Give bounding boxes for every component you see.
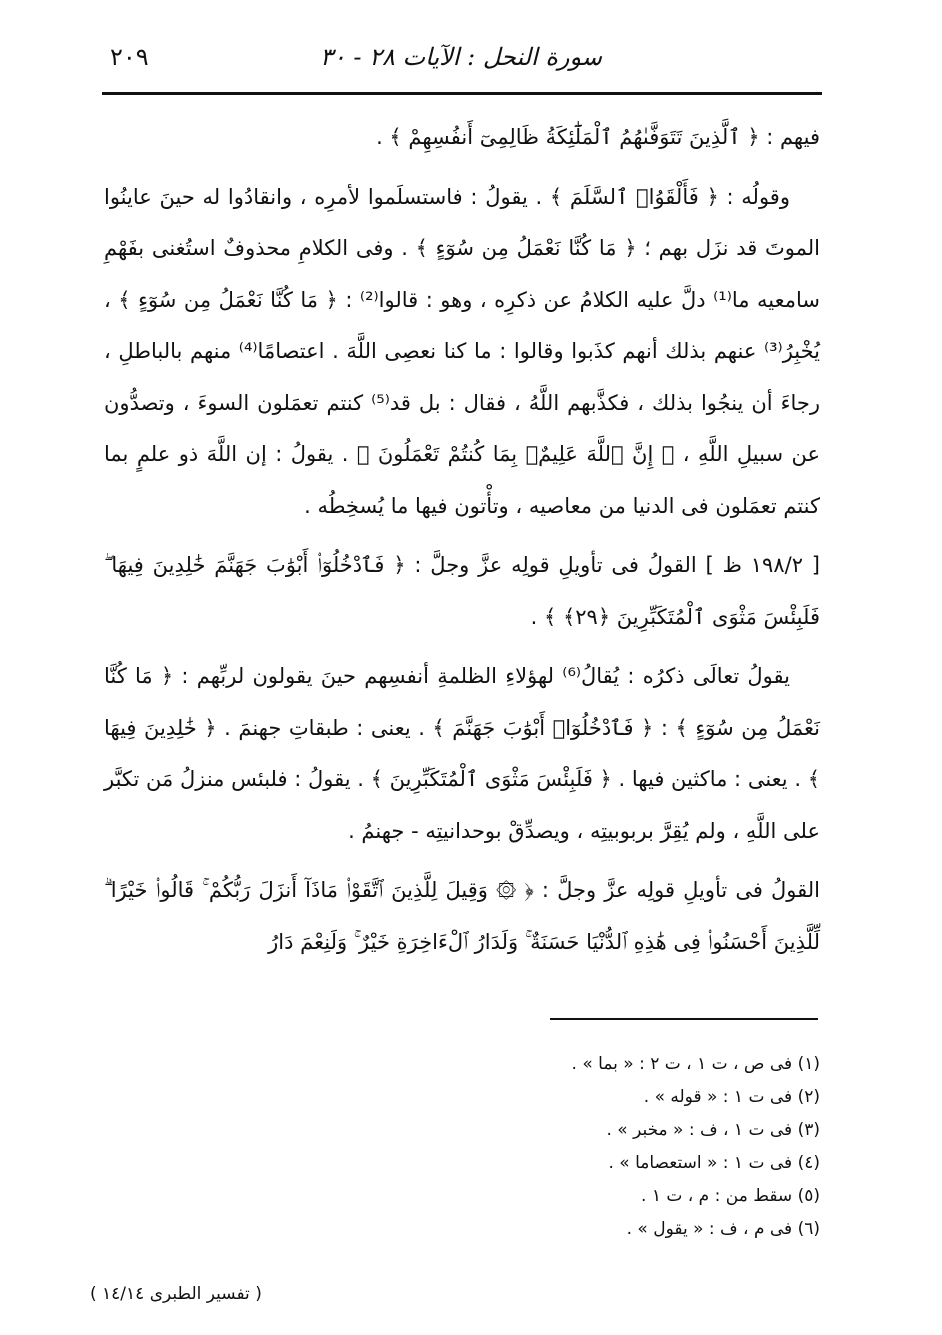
footnote: (٢) فى ت ١ : « قوله » .: [643, 1087, 820, 1107]
footnote: (٣) فى ت ١ ، ف : « مخبر » .: [606, 1120, 820, 1140]
section-heading-paragraph: [ ١٩٨/٢ ظ ] القولُ فى تأويلِ قولِه عزَّ وجلَّ : ﴿ فَٱدْخُلُوٓا۟ أَبْوَٰبَ جَهَنَّمَ خَٰلِدِينَ فِيهَا ۖ فَلَبِئْسَ مَثْوَى ٱلْمُتَكَبِّرِينَ ﴿٢٩﴾ ﴾ .: [104, 553, 820, 629]
footnote: (١) فى ص ، ت ١ ، ت ٢ : « بما » .: [571, 1054, 820, 1074]
main-text: [104, 112, 820, 968]
section-heading-paragraph: القولُ فى تأويلِ قولِه عزَّ وجلَّ : ﴿ ۞ وَقِيلَ لِلَّذِينَ ٱتَّقَوْا۟ مَاذَآ أَنزَلَ رَبُّكُمْ ۚ قَالُوا۟ خَيْرًا ۗ لِّلَّذِينَ أَحْسَنُوا۟ فِى هَٰذِهِ ٱلدُّنْيَا حَسَنَةٌ ۚ وَلَدَارُ ٱلْءَاخِرَةِ خَيْرٌ ۚ وَلَنِعْمَ دَارُ: [104, 878, 820, 954]
footnote: (٤) فى ت ١ : « استعصاما » .: [608, 1153, 820, 1173]
footnote: (٦) فى م ، ف : « يقول » .: [626, 1219, 820, 1239]
page-header: [100, 40, 822, 80]
page-number: ٢٠٩: [110, 43, 149, 71]
footnote-rule: [550, 1018, 818, 1020]
paragraph: وقولُه : ﴿ فَأَلْقَوُا۟ ٱلسَّلَمَ ﴾ . يقولُ : فاستسلَموا لأمرِه ، وانقادُوا له حينَ عاينُوا الموتَ قد نزَل بهم ؛ ﴿ مَا كُنَّا نَعْمَلُ مِن سُوٓءٍ ﴾ . وفى الكلامِ محذوفٌ استُغنى بفَهْمِ سامعيه ما⁽¹⁾ دلَّ عليه الكلامُ عن ذكرِه ، وهو : قالوا⁽²⁾ : ﴿ مَا كُنَّا نَعْمَلُ مِن سُوٓءٍ ﴾ ، يُخْبِرُ⁽³⁾ عنهم بذلك أنهم كذَبوا وقالوا : ما كنا نعصِى اللَّهَ . اعتصامًا⁽⁴⁾ منهم بالباطلِ ، رجاءَ أن ينجُوا بذلك ، فكذَّبهم اللَّهُ ، فقال : بل قد⁽⁵⁾ كنتم تعمَلون السوءَ ، وتصدُّون عن سبيلِ اللَّهِ ، ﴿ إِنَّ ٱللَّهَ عَلِيمٌۢ بِمَا كُنتُمْ تَعْمَلُونَ ﴾ . يقولُ : إن اللَّهَ ذو علمٍ بما كنتم تعمَلون فى الدنيا من معاصيه ، وتأْتون فيها ما يُسخِطُه .: [104, 184, 821, 518]
footnote: (٥) سقط من : م ، ت ١ .: [641, 1186, 820, 1206]
running-title: سورة النحل : الآيات ٢٨ - ٣٠: [319, 43, 603, 71]
footnotes: [104, 1048, 820, 1246]
paragraph: فيهم : ﴿ ٱلَّذِينَ تَتَوَفَّىٰهُمُ ٱلْمَلَٰٓئِكَةُ ظَالِمِىٓ أَنفُسِهِمْ ﴾ .: [376, 125, 820, 149]
book-reference: ( تفسير الطبرى ١٤/١٤ ): [90, 1284, 262, 1304]
header-rule: [102, 92, 822, 95]
paragraph: يقولُ تعالَى ذكرُه : يُقالُ⁽⁶⁾ لهؤلاءِ الظلمةِ أنفسِهم حينَ يقولون لربِّهم : ﴿ مَا كُنَّا نَعْمَلُ مِن سُوٓءٍ ﴾ : ﴿ فَٱدْخُلُوٓا۟ أَبْوَٰبَ جَهَنَّمَ ﴾ . يعنى : طبقاتِ جهنمَ . ﴿ خَٰلِدِينَ فِيهَا ﴾ . يعنى : ماكثين فيها . ﴿ فَلَبِئْسَ مَثْوَى ٱلْمُتَكَبِّرِينَ ﴾ . يقولُ : فلبئس منزلُ مَن تكبَّر على اللَّهِ ، ولم يُقِرَّ بربوبيتِه ، ويصدِّقْ بوحدانيتِه - جهنمُ .: [104, 664, 820, 843]
